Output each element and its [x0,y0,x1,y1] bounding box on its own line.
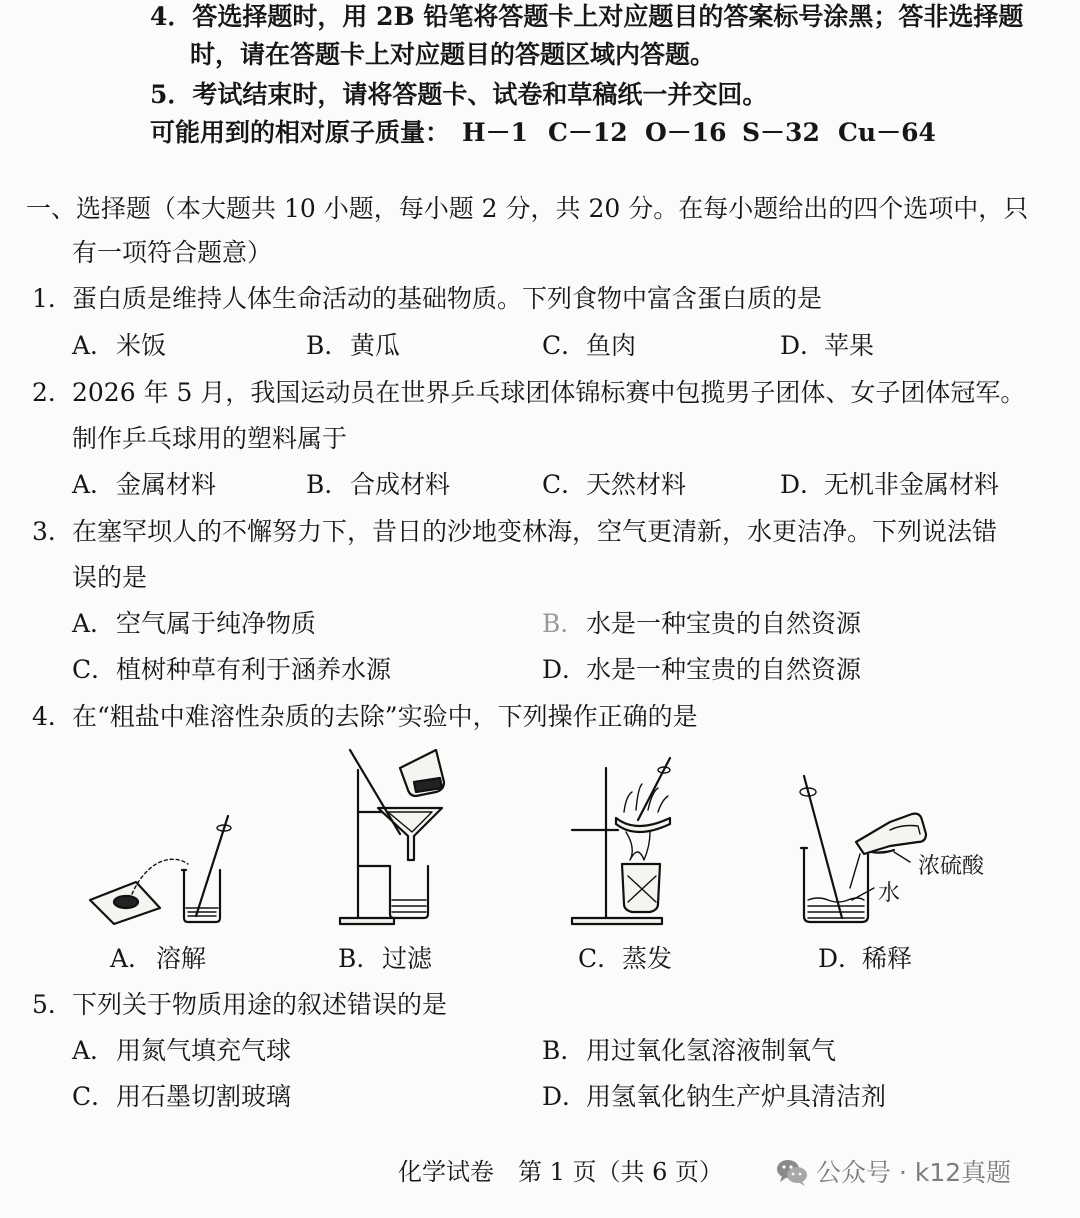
q3-number: 3． [32,517,73,546]
q2-option-d: 无机非金属材料 [824,470,1000,499]
q1-option-a-letter: A． [72,331,116,360]
q2-option-b: 合成材料 [350,470,451,499]
q2-stem-line-2: 制作乒乓球用的塑料属于 [72,424,348,453]
figure-dissolving [88,812,238,927]
q3-stem-line-2: 误的是 [72,563,148,592]
section-heading-line-2: 有一项符合题意） [72,238,273,267]
q1-option-c: 鱼肉 [586,331,637,360]
q3-option-b-letter: B． [542,609,586,638]
q1-number: 1． [32,284,73,313]
watermark-text: 公众号 · k12真题 [816,1158,1012,1187]
figure-a-caption: 溶解 [156,944,207,973]
q3-option-b: 水是一种宝贵的自然资源 [586,609,862,638]
figure-a-letter: A． [110,944,154,973]
q1-option-a: 米饭 [116,331,167,360]
q5-option-b: 用过氧化氢溶液制氧气 [586,1036,837,1065]
q2-option-c-letter: C． [542,470,587,499]
figure-c-caption: 蒸发 [622,944,673,973]
q2-option-b-letter: B． [306,470,350,499]
figure-b-letter: B． [338,944,382,973]
notice-4-line-1: 4．答选择题时，用 2B 铅笔将答题卡上对应题目的答案标号涂黑；答非选择题 [150,2,1024,31]
q5-stem: 下列关于物质用途的叙述错误的是 [72,990,448,1019]
q5-option-a: 用氮气填充气球 [116,1036,292,1065]
q3-option-c-letter: C． [72,655,117,684]
q5-option-c: 用石墨切割玻璃 [116,1082,292,1111]
q5-option-d-letter: D． [542,1082,588,1111]
q3-option-d: 水是一种宝贵的自然资源 [586,655,862,684]
figure-filtration [330,742,470,928]
atomic-mass-s: S－32 [742,118,820,147]
q2-number: 2． [32,378,73,407]
q2-option-c: 天然材料 [586,470,687,499]
q1-option-c-letter: C． [542,331,587,360]
q3-option-c: 植树种草有利于涵养水源 [116,655,392,684]
figure-c-letter: C． [578,944,623,973]
q2-option-a: 金属材料 [116,470,217,499]
q5-number: 5． [32,990,73,1019]
q5-option-b-letter: B． [542,1036,586,1065]
q4-number: 4． [32,702,73,731]
atomic-mass-c: C－12 [548,118,628,147]
q3-option-a-letter: A． [72,609,116,638]
atomic-mass-o: O－16 [645,118,727,147]
section-heading-line-1: 一、选择题（本大题共 10 小题，每小题 2 分，共 20 分。在每小题给出的四个选项中，只 [26,194,1029,223]
atomic-mass-cu: Cu－64 [838,118,936,147]
label-concentrated-sulfuric-acid: 浓硫酸 [918,854,985,879]
page-footer: 化学试卷 第 1 页（共 6 页） [398,1158,724,1186]
notice-4-line-2: 时，请在答题卡上对应题目的答题区域内答题。 [190,40,716,69]
atomic-mass-label: 可能用到的相对原子质量： [150,118,451,147]
q5-option-d: 用氢氧化钠生产炉具清洁剂 [586,1082,887,1111]
wechat-icon [776,1156,808,1188]
q1-stem: 蛋白质是维持人体生命活动的基础物质。下列食物中富含蛋白质的是 [72,284,823,313]
figure-d-caption: 稀释 [862,944,913,973]
q1-option-d: 苹果 [824,331,875,360]
q2-option-a-letter: A． [72,470,116,499]
q3-stem-line-1: 在塞罕坝人的不懈努力下，昔日的沙地变林海，空气更清新，水更洁净。下列说法错 [72,517,998,546]
figure-b-caption: 过滤 [382,944,433,973]
q5-option-c-letter: C． [72,1082,117,1111]
q1-option-b-letter: B． [306,331,350,360]
q2-option-d-letter: D． [780,470,826,499]
q3-option-a: 空气属于纯净物质 [116,609,317,638]
q3-option-d-letter: D． [542,655,588,684]
atomic-mass-h: H－1 [462,118,529,147]
figure-evaporation [566,752,686,928]
q1-option-b: 黄瓜 [350,331,401,360]
q4-stem: 在“粗盐中难溶性杂质的去除”实验中，下列操作正确的是 [72,702,698,731]
figure-d-letter: D． [818,944,864,973]
q5-option-a-letter: A． [72,1036,116,1065]
q1-option-d-letter: D． [780,331,826,360]
label-water: 水 [878,881,901,906]
notice-5: 5．考试结束时，请将答题卡、试卷和草稿纸一并交回。 [150,80,768,109]
q2-stem-line-1: 2026 年 5 月，我国运动员在世界乒乓球团体锦标赛中包揽男子团体、女子团体冠军。 [72,378,1026,407]
